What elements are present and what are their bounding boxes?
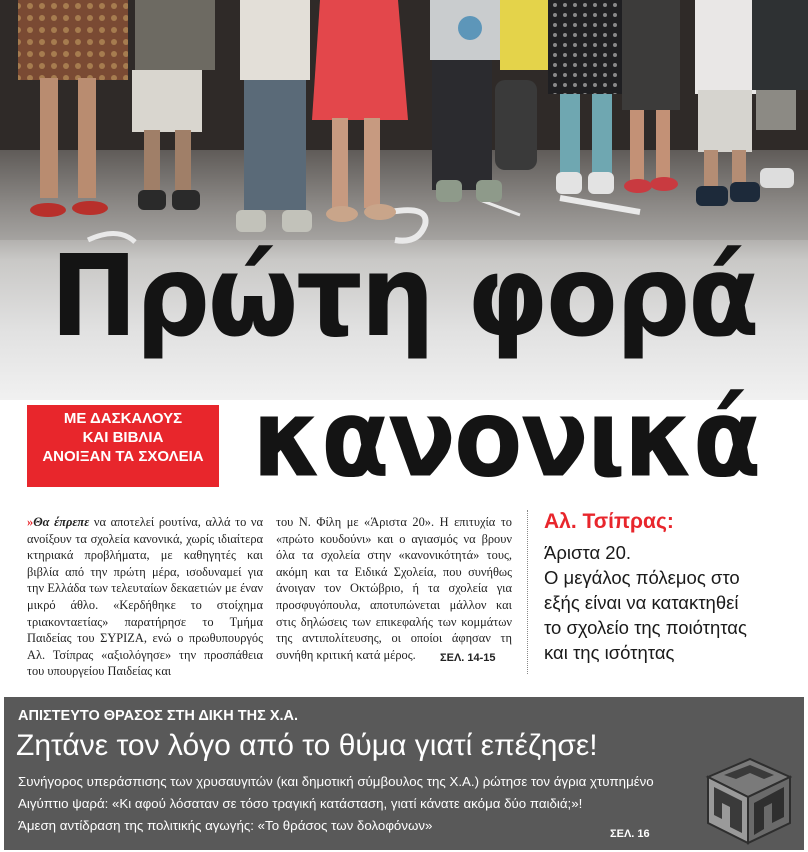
article-text: του Ν. Φίλη με «Άριστα 20». Η επιτυχία το «πρώτο κουδούνι» και ο αγιασμός να βρουν όλα τα σχολεία στην «κανονικότητά» τους, ακόμη και τα Ειδικά Σχολεία, που συνήθως άνοιγαν τον Οκτώβριο, ή τα σχολεία για προσφυγόπουλα, αποτυπώνεται μάλλον και στις δηλώσεις των επικεφαλής των κομμάτων της αντιπολίτευσης, οι οποίοι άφησαν τη συνήθη κριτική κατά μέρος. (276, 515, 512, 662)
lead-marker-icon: » (27, 515, 34, 529)
article-text: να αποτελεί ρουτίνα, αλλά το να ανοίξουν τα σχολεία κανονικά, χωρίς ιδιαίτερα κτηριακά προβλήματα, με καθηγητές και βιβλία από την πρώτη μέρα, ισοδυναμεί για την Ελλάδα των τελευταίων δεκαετιών με έναν μικρό άθλο. «Κερδήθηκε το στοίχημα τριακονταετίας» παρατήρησε το Τμήμα Παιδείας του ΣΥΡΙΖΑ, ενώ ο πρωθυπουργός Αλ. Τσίπρας «αξιολόγησε» την προσπάθεια του υπουργείου Παιδείας και (27, 515, 263, 679)
banner-body-line: Συνήγορος υπεράσπισης των χρυσαυγιτών (και δημοτική σύμβουλος της Χ.Α.) ρώτησε τον άγρια χτυπημένο (18, 774, 654, 789)
quote-line: το σχολείο της ποιότητας (544, 617, 747, 638)
banner-body-line: Άμεση αντίδραση της πολιτικής αγωγής: «Το θράσος των δολοφόνων» (18, 818, 433, 833)
quote-text (544, 540, 794, 665)
headline-line-2: κανονικά (252, 375, 760, 502)
banner-page-ref: ΣΕΛ. 16 (610, 828, 650, 840)
banner-body-line: Αιγύπτιο ψαρά: «Κι αφού λόσαταν σε τόσο τραγική κατάσταση, γιατί κάνατε ακόμα δύο παιδιά;»! (18, 796, 583, 811)
article-column-1 (27, 514, 263, 680)
banner-kicker: ΑΠΙΣΤΕΥΤΟ ΘΡΑΣΟΣ ΣΤΗ ΔΙΚΗ ΤΗΣ Χ.Α. (18, 708, 299, 724)
quote-line: και της ισότητας (544, 642, 675, 663)
quote-line: Ο μεγάλος πόλεμος στο (544, 567, 740, 588)
bottom-banner (4, 697, 804, 850)
article-column-2 (276, 514, 512, 663)
article-lead: Θα έπρεπε (33, 515, 90, 529)
quote-speaker: Αλ. Τσίπρας: (544, 510, 674, 533)
red-kicker-box (27, 405, 219, 487)
quote-line: εξής είναι να κατακτηθεί (544, 592, 739, 613)
banner-title: Ζητάνε τον λόγο από το θύμα γιατί επέζησε! (16, 729, 598, 762)
quote-line: Άριστα 20. (544, 542, 631, 563)
red-kicker-line: ΜΕ ΔΑΣΚΑΛΟΥΣ (63, 410, 183, 427)
banner-body (18, 771, 678, 837)
golden-dawn-meander-cube-icon (694, 751, 794, 847)
red-kicker-line: ΑΝΟΙΞΑΝ ΤΑ ΣΧΟΛΕΙΑ (42, 448, 204, 465)
headline-line-1: Πρώτη φορά (50, 230, 758, 362)
article-page-ref: ΣΕΛ. 14-15 (440, 652, 496, 664)
red-kicker-line: ΚΑΙ ΒΙΒΛΙΑ (82, 429, 164, 446)
column-divider (527, 510, 528, 674)
